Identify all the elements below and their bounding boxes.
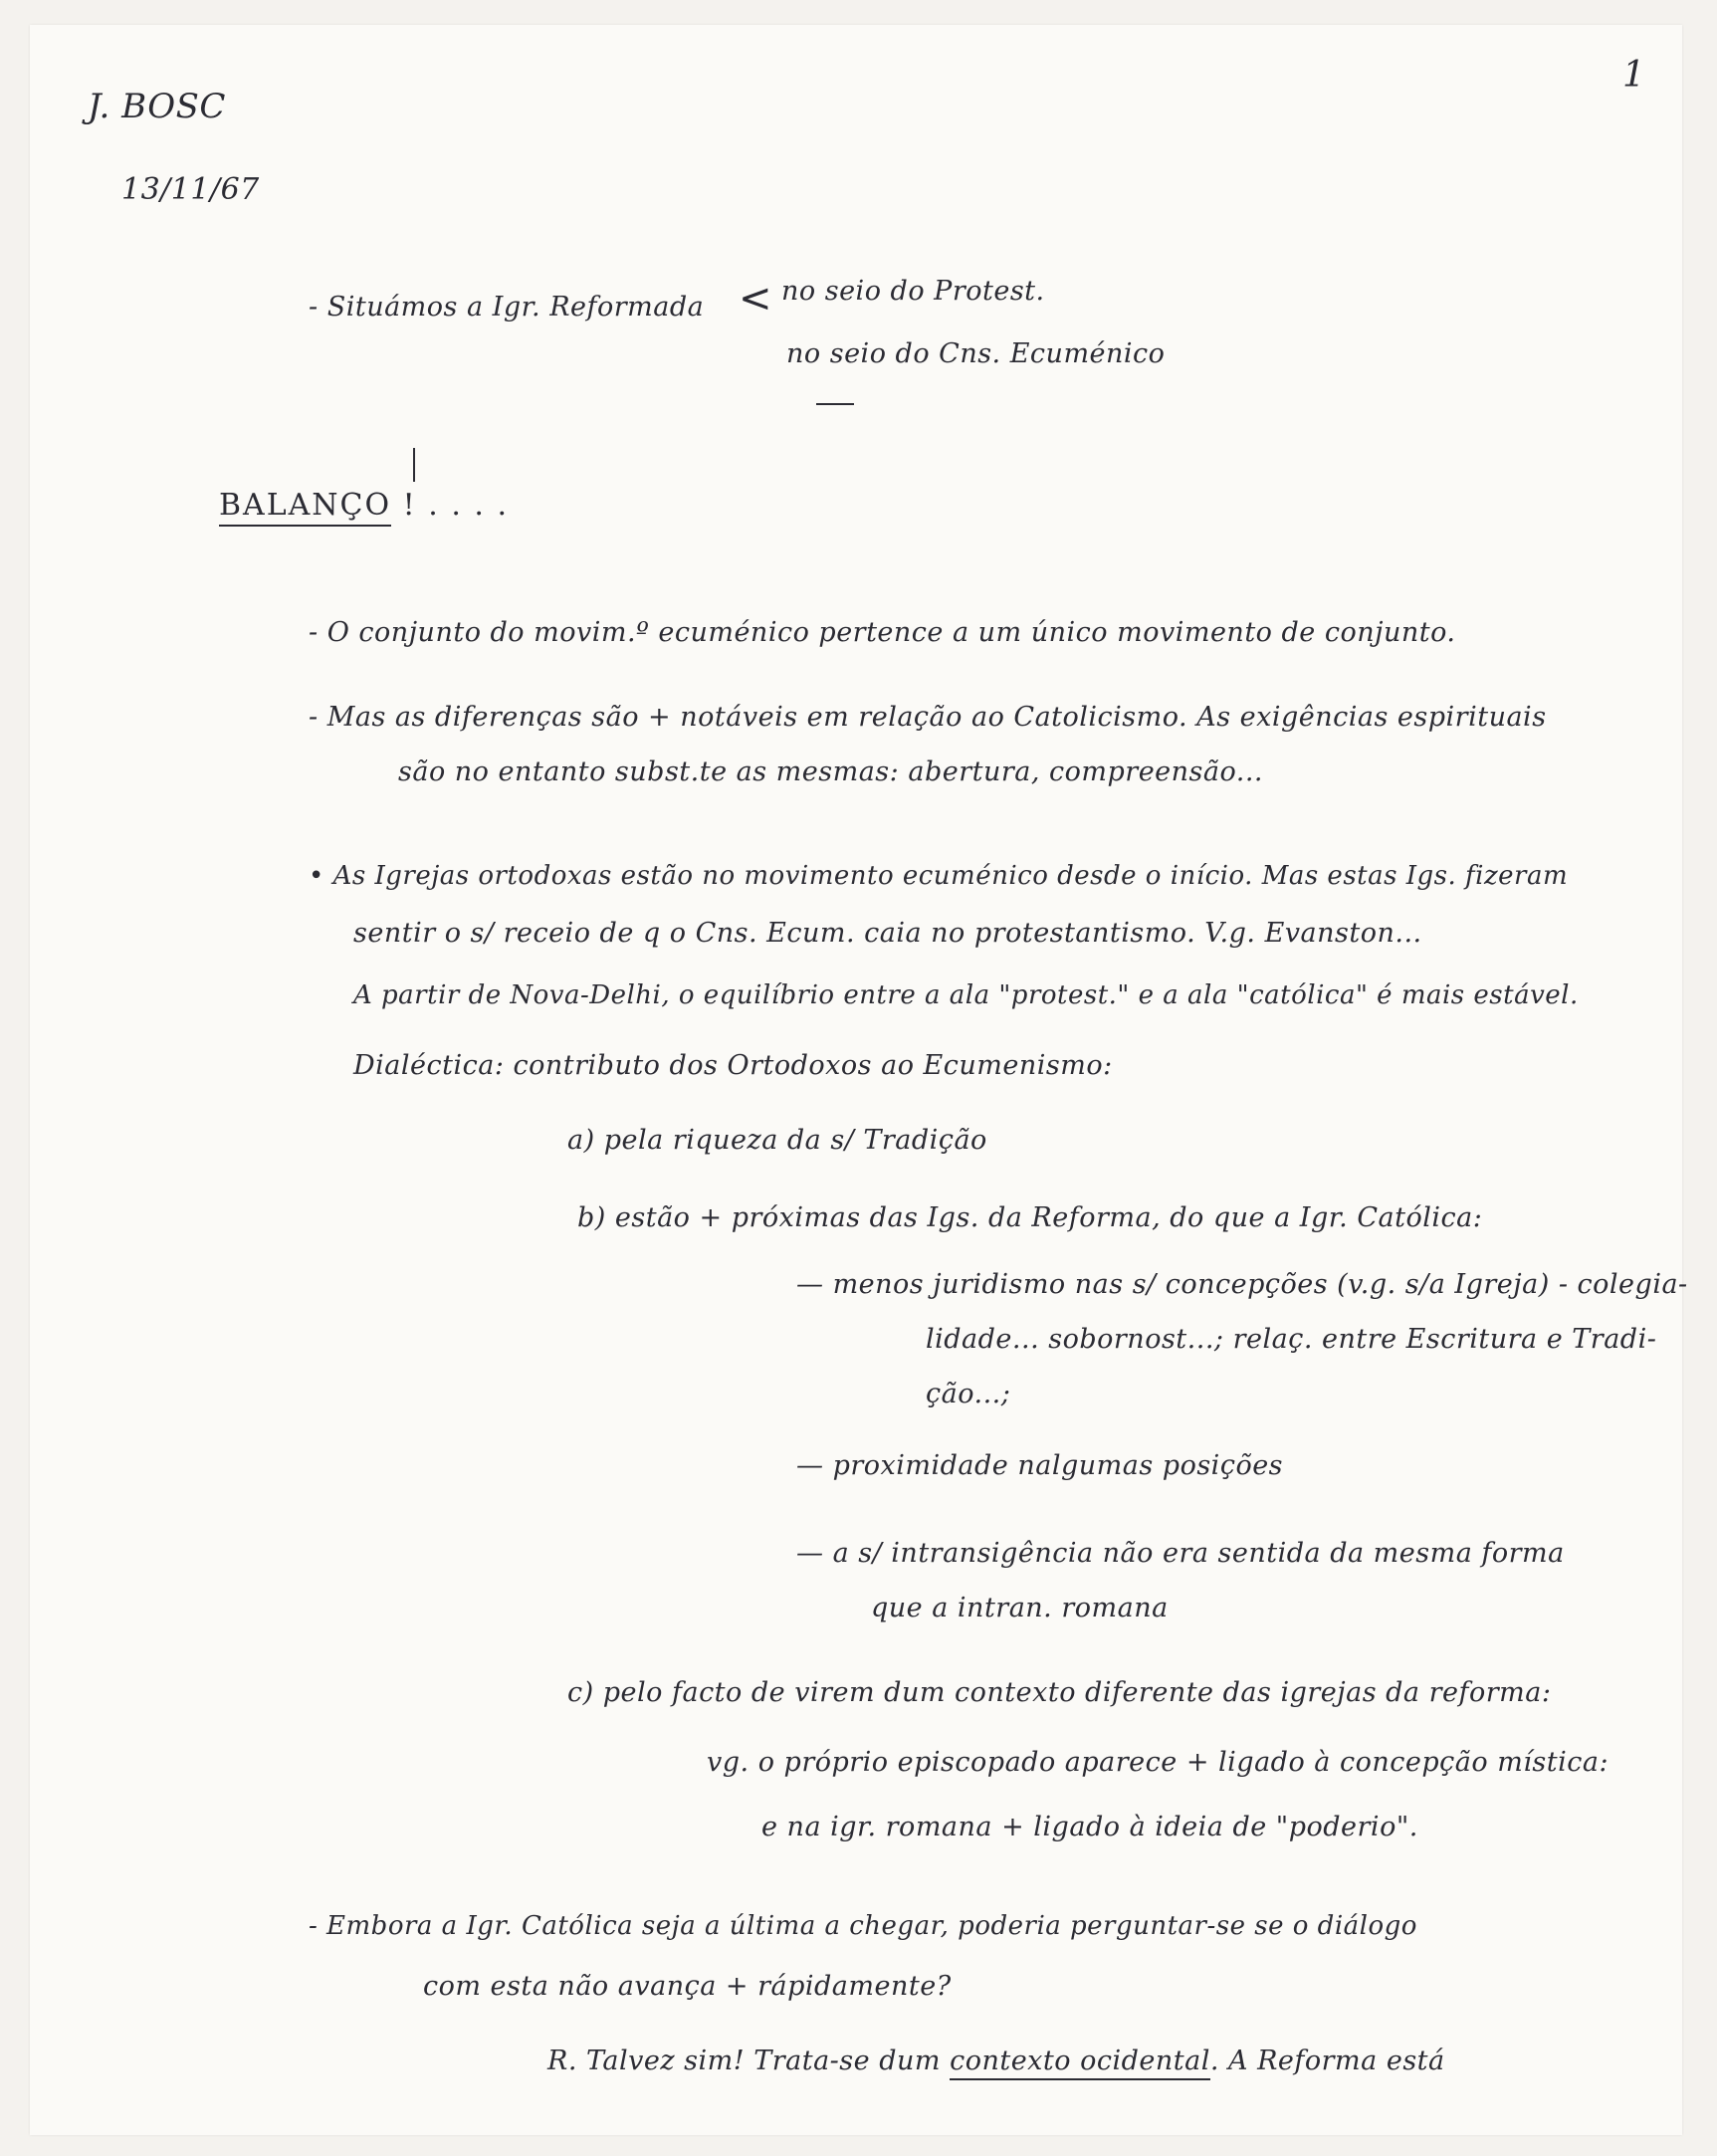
intro-branch-b: no seio do Cns. Ecuménico bbox=[786, 338, 1166, 369]
paragraph-line: - Mas as diferenças são + notáveis em relação ao Catolicismo. As exigências espirituais bbox=[309, 702, 1547, 733]
point-c: c) pelo facto de virem dum contexto diferente das igrejas da reforma: bbox=[567, 1677, 1552, 1708]
paragraph-line: - O conjunto do movim.º ecuménico pertence a um único movimento de conjunto. bbox=[309, 617, 1456, 648]
closing-prefix: R. Talvez sim! Trata-se dum bbox=[547, 2046, 941, 2076]
closing-emphasis: contexto ocidental bbox=[950, 2046, 1210, 2080]
point-c-line: e na igr. romana + ligado à ideia de "poderio". bbox=[761, 1812, 1418, 1842]
intro-line: - Situámos a Igr. Reformada bbox=[309, 292, 705, 323]
point-a: a) pela riqueza da s/ Tradição bbox=[567, 1125, 987, 1156]
paragraph-line: com esta não avança + rápidamente? bbox=[423, 1971, 952, 2002]
paragraph-line: - Embora a Igr. Católica seja a última a chegar, poderia perguntar-se se o diálogo bbox=[309, 1911, 1417, 1941]
intro-branch-a: no seio do Protest. bbox=[781, 276, 1045, 307]
heading-title: BALANÇO bbox=[219, 488, 391, 527]
point-b: b) estão + próximas das Igs. da Reforma, do que a Igr. Católica: bbox=[577, 1202, 1483, 1233]
paragraph-line: A partir de Nova-Delhi, o equilíbrio entre a ala "protest." e a ala "católica" é mais estável. bbox=[353, 980, 1579, 1010]
paragraph-line: Dialéctica: contributo dos Ortodoxos ao Ecumenismo: bbox=[353, 1050, 1113, 1081]
paragraph-line: são no entanto subst.te as mesmas: abertura, compreensão... bbox=[398, 756, 1264, 787]
separator-dash bbox=[816, 403, 854, 405]
point-c-line: vg. o próprio episcopado aparece + ligado à concepção mística: bbox=[707, 1747, 1610, 1778]
sub-point-line: — a s/ intransigência não era sentida da mesma forma bbox=[796, 1538, 1565, 1569]
heading-suffix: ! . . . . bbox=[402, 488, 510, 523]
sub-point-line: lidade... sobornost...; relaç. entre Escritura e Tradi- bbox=[926, 1324, 1657, 1355]
sub-point-line: ção...; bbox=[926, 1379, 1011, 1409]
sub-point-line: — menos juridismo nas s/ concepções (v.g. s/a Igreja) - colegia- bbox=[796, 1269, 1688, 1300]
heading-tick bbox=[413, 448, 415, 482]
sub-point-line: — proximidade nalgumas posições bbox=[796, 1450, 1284, 1481]
sub-point-line: que a intran. romana bbox=[871, 1593, 1169, 1623]
section-heading bbox=[219, 488, 509, 523]
page-number: 1 bbox=[1622, 55, 1646, 96]
manuscript-page bbox=[30, 25, 1688, 2135]
paragraph-line: sentir o s/ receio de q o Cns. Ecum. caia no protestantismo. V.g. Evanston... bbox=[353, 918, 1422, 949]
author-signature: J. BOSC bbox=[88, 87, 226, 126]
paragraph-line: • As Igrejas ortodoxas estão no movimento ecuménico desde o início. Mas estas Igs. fizeram bbox=[309, 861, 1569, 891]
closing-suffix: . A Reforma está bbox=[1209, 2046, 1445, 2076]
brace-mark: < bbox=[739, 276, 772, 322]
date-note: 13/11/67 bbox=[121, 172, 260, 207]
paragraph-line bbox=[547, 2046, 1445, 2076]
